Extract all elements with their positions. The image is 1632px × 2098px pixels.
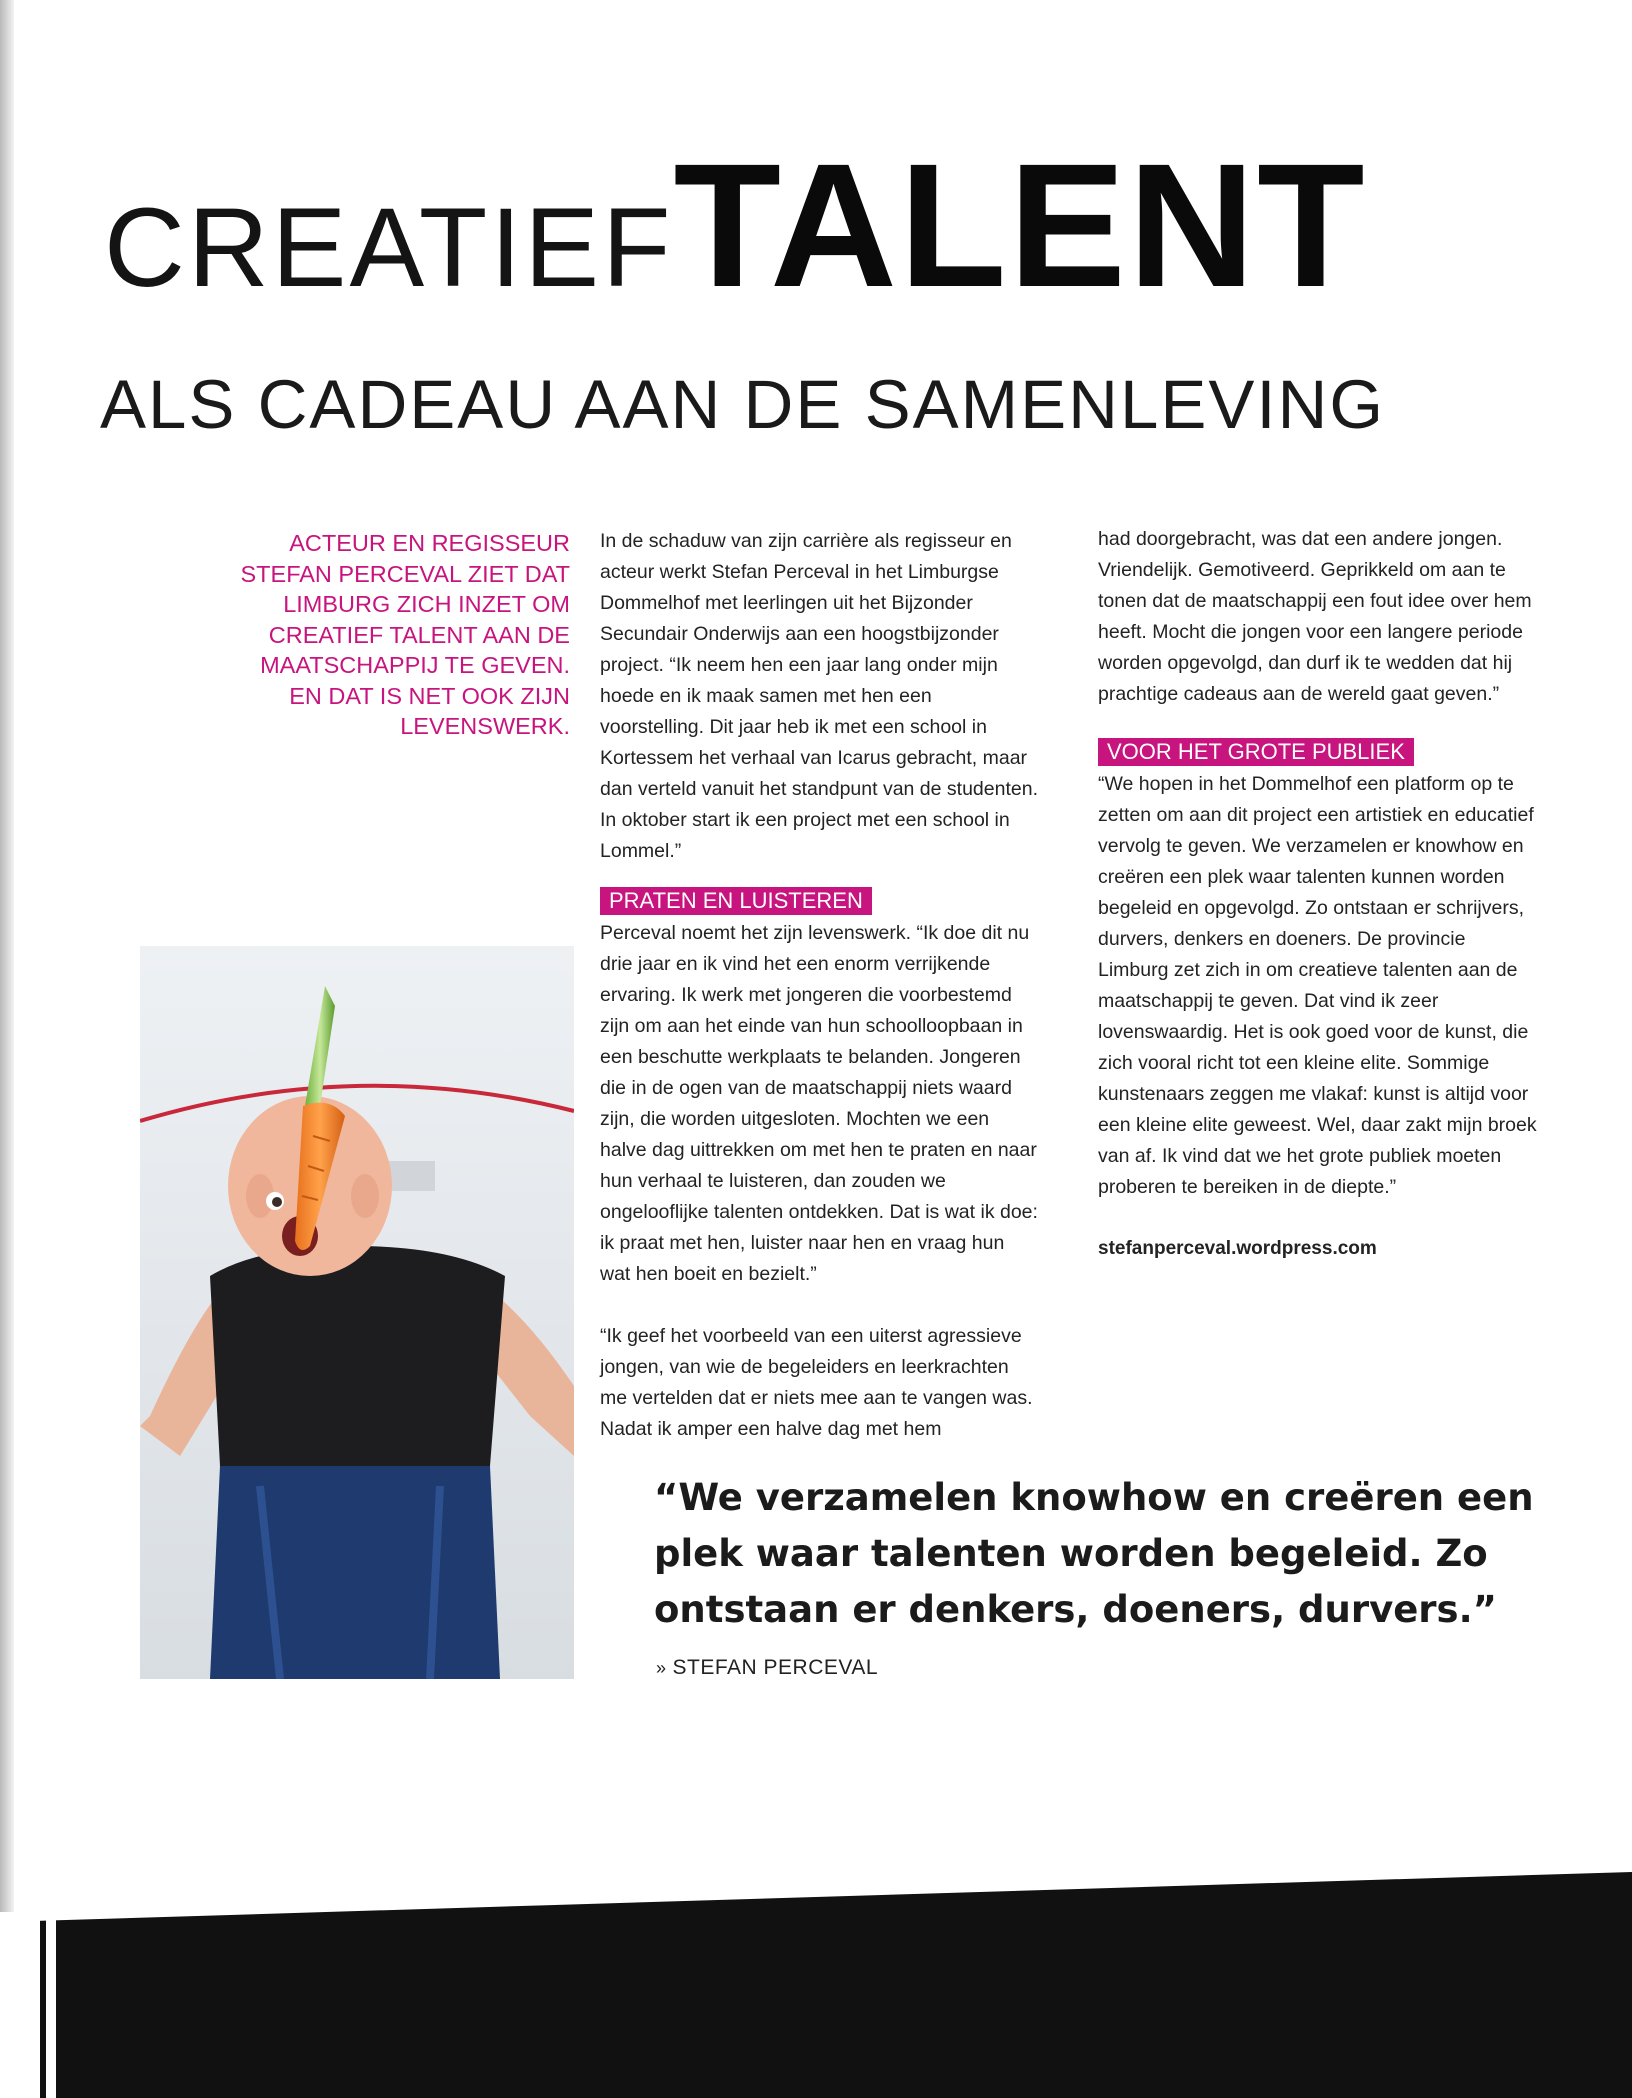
intro-line: MAATSCHAPPIJ TE GEVEN. bbox=[260, 652, 570, 678]
page-fold-shadow bbox=[0, 0, 14, 2098]
section-heading: VOOR HET GROTE PUBLIEK bbox=[1098, 738, 1414, 766]
intro-line: STEFAN PERCEVAL ZIET DAT bbox=[240, 560, 570, 587]
intro-line: EN DAT IS NET OOK ZIJN bbox=[289, 682, 570, 709]
paragraph: Perceval noemt het zijn levenswerk. “Ik doe dit nu drie jaar en ik vind het een enorm verrijkende ervaring. Ik werk met jongeren die voorbestemd zijn om aan het einde van hun schoolloopbaan in een beschutte werkplaats te belanden. Jongeren die in de ogen van de maatschappij niets waard zijn, die worden uitgesloten. Mochten we een halve dag uittrekken om met hen te praten en naar hun verhaal te luisteren, dan zouden we ongelooflijke talenten ontdekken. Dat is wat ik doe: ik praat met hen, luister naar hen en vraag hun wat hen boeit en bezielt.” bbox=[600, 922, 1038, 1285]
quote-marker: » bbox=[656, 1658, 667, 1678]
pull-quote: “We verzamelen knowhow en creëren een plek waar talenten worden begeleid. Zo ontstaan er denkers, doeners, durvers.” bbox=[654, 1476, 1534, 1631]
headline bbox=[104, 128, 1367, 324]
intro-line: LIMBURG ZICH INZET OM bbox=[283, 591, 570, 617]
man-with-carrot-photo bbox=[140, 946, 574, 1679]
intro-line: LEVENSWERK. bbox=[400, 713, 570, 739]
paragraph: “Ik geef het voorbeeld van een uiterst agressieve jongen, van wie de begeleiders en leerkrachten me vertelden dat er niets mee aan te vangen was. Nadat ik amper een halve dag met hem bbox=[600, 1325, 1033, 1440]
author-name: STEFAN PERCEVAL bbox=[672, 1656, 879, 1679]
subheadline: ALS CADEAU AAN DE SAMENLEVING bbox=[100, 366, 1386, 443]
portrait-photo bbox=[140, 946, 574, 1679]
paragraph: In de schaduw van zijn carrière als regisseur en acteur werkt Stefan Perceval in het Limburgse Dommelhof met leerlingen uit het Bijzonder Secundair Onderwijs aan een hoogstbijzonder project. “Ik neem hen een jaar lang onder mijn hoede en ik maak samen met hen een voorstelling. Dit jaar heb ik met een school in Kortessem het verhaal van Icarus gebracht, maar dan verteld vanuit het standpunt van de studenten. In oktober start ik een project met een school in Lommel.” bbox=[600, 530, 1038, 862]
paragraph: had doorgebracht, was dat een andere jongen. Vriendelijk. Gemotiveerd. Geprikkeld om aan te tonen dat de maatschappij een fout idee over hem heeft. Mocht die jongen voor een langere periode worden opgevolgd, dan durf ik te wedden dat hij prachtige cadeaus aan de wereld gaat geven.” bbox=[1098, 528, 1532, 705]
article-column-2 bbox=[1098, 524, 1538, 1264]
intro-text bbox=[220, 528, 570, 742]
intro-line: ACTEUR EN REGISSEUR bbox=[289, 530, 570, 556]
paragraph: “We hopen in het Dommelhof een platform op te zetten om aan dit project een artistiek en educatief vervolg te geven. We verzamelen er knowhow en creëren een plek waar talenten kunnen worden begeleid en opgevolgd. Zo ontstaan er schrijvers, durvers, denkers en doeners. De provincie Limburg zet zich in om creatieve talenten aan de maatschappij te geven. Dat vind ik zeer lovenswaardig. Het is ook goed voor de kunst, die zich vooral richt tot een kleine elite. Sommige kunstenaars zeggen me vlakaf: kunst is altijd voor een kleine elite geweest. Wel, daar zakt mijn broek van af. Ik vind dat we het grote publiek moeten proberen te bereiken in de diepte.” bbox=[1098, 773, 1537, 1198]
headline-bold: TALENT bbox=[673, 128, 1367, 324]
headline-light: CREATIEF bbox=[104, 185, 674, 310]
pull-quote-author bbox=[656, 1656, 878, 1680]
article-column-1 bbox=[600, 526, 1040, 1445]
section-heading: PRATEN EN LUISTEREN bbox=[600, 887, 872, 915]
intro-line: CREATIEF TALENT AAN DE bbox=[268, 621, 570, 648]
website-link[interactable]: stefanperceval.wordpress.com bbox=[1098, 1238, 1377, 1259]
footer-black-band bbox=[0, 1872, 1632, 2098]
